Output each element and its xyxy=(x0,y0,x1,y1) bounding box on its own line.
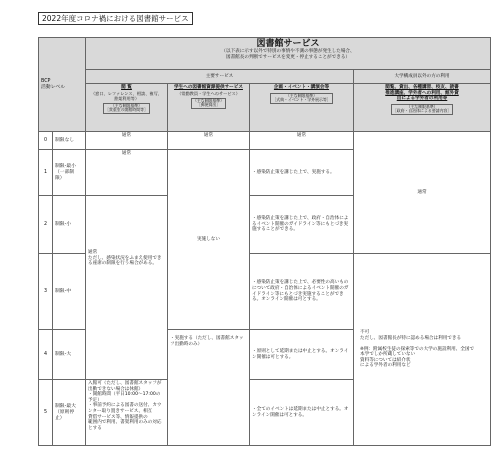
outside-cell: 通常 xyxy=(354,132,491,254)
col-browse-header xyxy=(86,84,168,132)
level-number: 5 xyxy=(39,380,53,446)
student-cell: 通常 xyxy=(168,132,250,150)
level-number: 2 xyxy=(39,196,53,254)
page-title: 2022年度コロナ禍における図書館サービス xyxy=(38,12,193,25)
events-cell: ・感染防止策を講じた上で、実施する。 xyxy=(250,150,354,196)
main-service-header: 主要サービス xyxy=(86,70,354,84)
col-outside-header xyxy=(354,84,491,132)
col-outside-tag: （主な制限基準） ［政府・自治体による要請内容］ xyxy=(392,103,452,114)
col-browse-title: 閲 覧 xyxy=(121,85,132,90)
outside-service-header: 大学構成員以外の方の利用 xyxy=(354,70,491,84)
service-header xyxy=(86,38,491,70)
student-cell: 実施しない xyxy=(168,150,250,330)
service-note: （以下表に示す以外で特別の事情や不測の事態が発生した場合、 図書館長の判断でサービスを変更・停止することができる） xyxy=(221,49,355,60)
level-label: 制限-大 xyxy=(53,330,86,380)
level-number: 1 xyxy=(39,150,53,196)
level-label: 制限-中 xyxy=(53,254,86,330)
col-events-title: 企画・イベント・講演会等 xyxy=(273,85,330,90)
col-browse-tag: （主な制限基準） ［貴重室の開館時間等］ xyxy=(105,102,148,113)
student-cell: ・実施する（ただし、図書館スタッフ出勤時のみ） xyxy=(168,330,250,446)
col-student-title: 学生への図書館資源提供サービス xyxy=(174,85,243,90)
level-label: 制限-最小 （一部制 限） xyxy=(53,150,86,196)
events-cell: ・感染防止策を講じた上で、必要性の高いものについて政府・自治体によるイベント開催のガイドライン等にもとづき実施することができる。オンライン開催は可とする。 xyxy=(250,254,354,330)
browse-cell: 通常 ただし、感染状況をふまえ使用できる座席の制限を行う場合がある。 xyxy=(86,196,168,380)
level-label: 制限なし xyxy=(53,132,86,150)
events-cell: 通常 xyxy=(250,132,354,150)
col-outside-title-3: 出による学外者の利用等 xyxy=(396,96,448,102)
col-student-desc: （常勤教員・学生へのサービス） xyxy=(177,90,240,96)
service-table xyxy=(38,37,491,446)
service-title: 図書館サービス xyxy=(256,39,320,49)
browse-cell: 入館可（ただし、図書館スタッフが出勤できない場合は休館） ・開館時間（平日10:00～17:00の 予定） ・事前予約による図書の送付、カウンター取り置きサービス、相互 貸借サービス等、情報提供の 範囲内で利用、書架利用のみの対応とする xyxy=(86,380,168,446)
bcp-level-header: BCP 活動レベル xyxy=(39,38,86,132)
level-label: 制限-小 xyxy=(53,196,86,254)
level-number: 3 xyxy=(39,254,53,330)
level-number: 4 xyxy=(39,330,53,380)
col-outside-title-1: 閲覧、貸出、各種講習、校友、読書 xyxy=(385,85,459,90)
events-cell: ・原則として延期または中止とする。オンライン開催は可とする。 xyxy=(250,330,354,380)
col-events-tag: （主な制限基準） ［式典・イベント・学外展示等］ xyxy=(272,92,331,103)
col-student-tag: （主な制限基準） ［郵便貸出］ xyxy=(192,97,225,108)
level-label: 制限-最大 （原則停 止） xyxy=(53,380,86,446)
col-outside-title-2: 推進講座、学外者への利用、館外貸 xyxy=(385,90,459,96)
level-number: 0 xyxy=(39,132,53,150)
col-browse-desc: （窓口、レファレンス、相談、複写、 書架利用等） xyxy=(90,90,162,101)
events-cell: ・全てのイベントは延期または中止とする。オンライン開催は可とする。 xyxy=(250,380,354,446)
col-student-header xyxy=(168,84,250,132)
col-events-header xyxy=(250,84,354,132)
events-cell: ・感染防止策を講じた上で、政府・自治体によるイベント開催のガイドライン等にもとづき実施することができる。 xyxy=(250,196,354,254)
browse-cell: 通常 xyxy=(86,150,168,196)
outside-cell: 不可 ただし、図書館長が特に認める場合は利用できる ※例：附属校生徒の探索等での大学の施設利用、全国で 本学でしか所蔵していない 資料等については紹介状 による学外者の利用など xyxy=(354,254,491,446)
browse-cell: 通常 xyxy=(86,132,168,150)
